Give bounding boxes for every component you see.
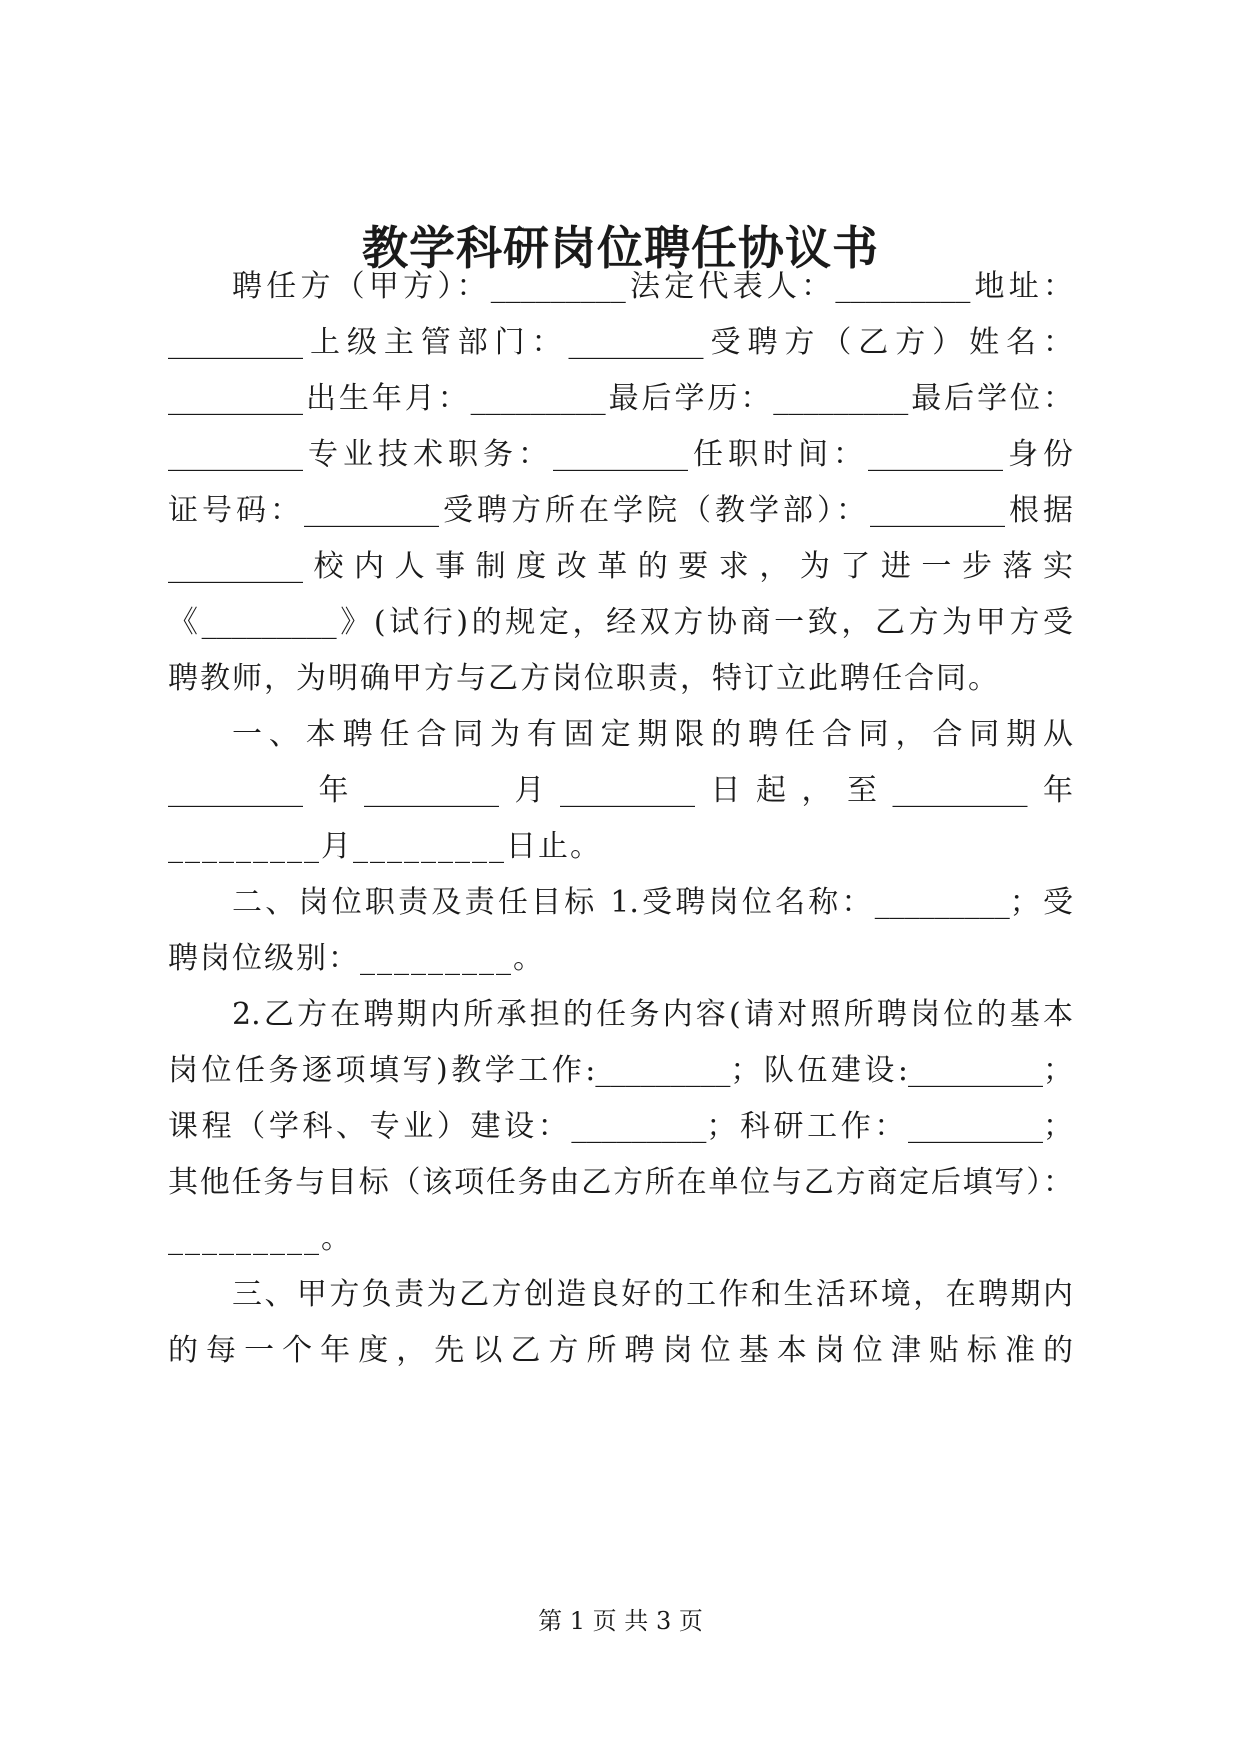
text-line-8: 聘教师，为明确甲方与乙方岗位职责，特订立此聘任合同。 [168,661,1000,696]
text-line-3: _________出生年月：_________最后学历：_________最后学位： [168,381,1073,416]
text-line-16: 课程（学科、专业）建设：_________；科研工作：_________； [168,1109,1073,1144]
text-line-9: 一、本聘任合同为有固定期限的聘任合同，合同期从 [232,717,1073,752]
text-line-14: 2.乙方在聘期内所承担的任务内容(请对照所聘岗位的基本 [232,997,1073,1032]
text-line-13: 聘岗位级别：_________。 [168,941,545,976]
text-line-12: 二、岗位职责及责任目标 1.受聘岗位名称：_________；受 [232,885,1073,920]
text-line-1: 聘任方（甲方）：_________法定代表人：_________地址： [232,269,1073,304]
page-footer: 第 1 页 共 3 页 [538,1607,703,1635]
text-line-19: 三、甲方负责为乙方创造良好的工作和生活环境，在聘期内 [232,1277,1073,1312]
text-line-15: 岗位任务逐项填写)教学工作:_________；队伍建设:_________； [168,1053,1073,1088]
text-line-17: 其他任务与目标（该项任务由乙方所在单位与乙方商定后填写）： [168,1165,1073,1200]
text-line-11: _________月_________日止。 [168,829,602,864]
text-line-2: _________上级主管部门：_________受聘方（乙方）姓名： [168,325,1073,360]
text-line-4: _________专业技术职务：_________任职时间：_________身份 [168,437,1073,472]
document-title: 教学科研岗位聘任协议书 [362,221,879,275]
text-line-18: _________。 [168,1221,353,1256]
text-line-6: _________校内人事制度改革的要求，为了进一步落实 [168,549,1073,584]
text-line-10: _________年_________月_________日起，至_________年 [168,773,1073,808]
text-line-20: 的每一个年度，先以乙方所聘岗位基本岗位津贴标准的 [168,1333,1073,1368]
text-line-7: 《_________》(试行)的规定，经双方协商一致，乙方为甲方受 [168,605,1073,640]
text-line-5: 证号码：_________受聘方所在学院（教学部）：_________根据 [168,493,1073,528]
